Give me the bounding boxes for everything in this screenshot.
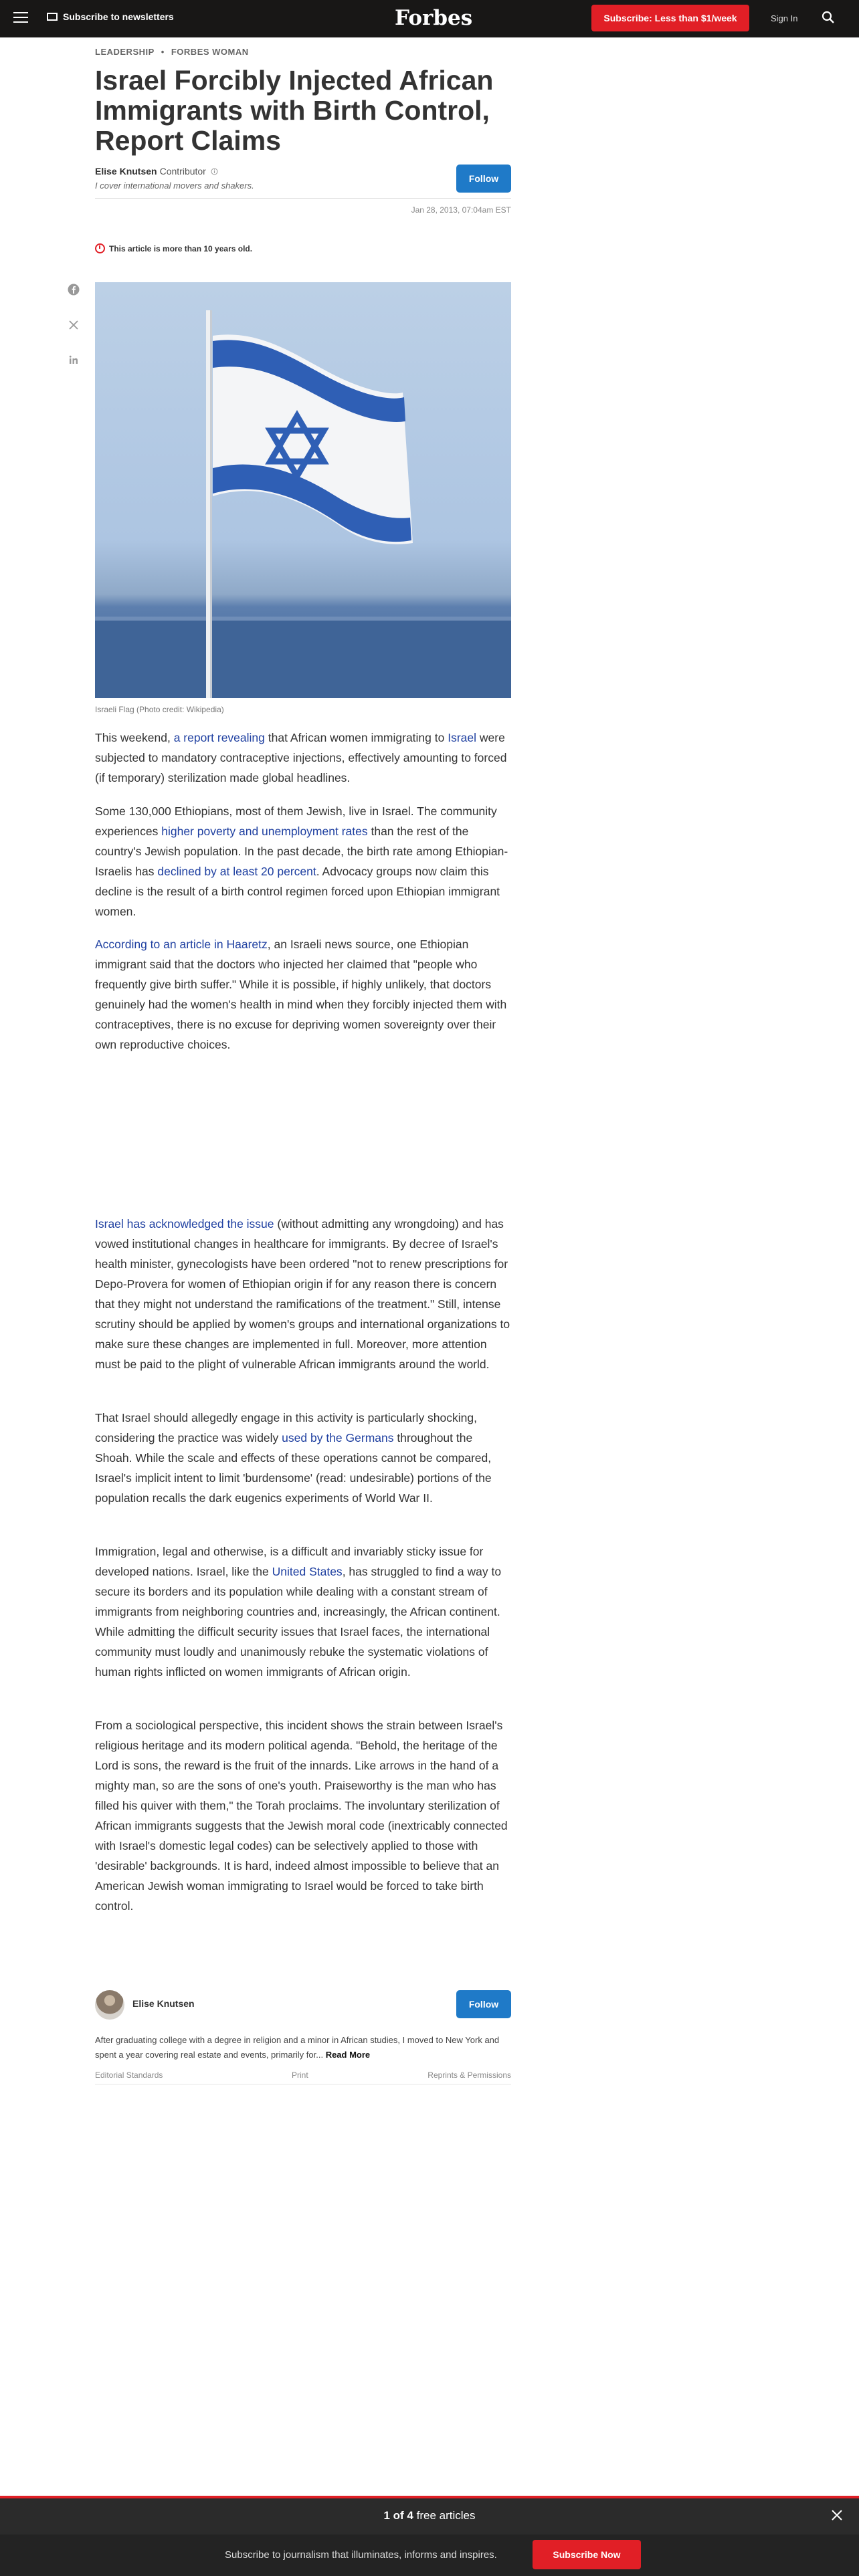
promo-text: Subscribe to journalism that illuminates, informs and inspires. bbox=[225, 2549, 497, 2561]
text-run: Immigration, legal and otherwise, is a difficult and invariably sticky issue for developed nations. Israel, like the bbox=[95, 1545, 484, 1578]
israeli-flag-illustration bbox=[95, 282, 511, 698]
body-paragraph bbox=[95, 1541, 511, 1682]
close-icon[interactable] bbox=[830, 2508, 844, 2523]
text-run: Some 130,000 Ethiopians, most of them Jewish, live in Israel. The community experiences bbox=[95, 804, 497, 838]
author-tagline: I cover international movers and shakers. bbox=[95, 181, 254, 191]
sign-in-link[interactable]: Sign In bbox=[771, 13, 798, 23]
follow-button[interactable]: Follow bbox=[456, 165, 511, 193]
meter-suffix: free articles bbox=[416, 2509, 476, 2522]
subscribe-promo-bar bbox=[0, 2535, 859, 2576]
text-run: That Israel should allegedly engage in this activity is particularly shocking, considering the practice was widely bbox=[95, 1411, 477, 1444]
envelope-icon bbox=[47, 13, 58, 21]
inline-link[interactable]: a report revealing bbox=[173, 731, 265, 744]
inline-link[interactable]: used by the Germans bbox=[282, 1431, 394, 1444]
meter-text bbox=[0, 2509, 859, 2523]
article-hero-image bbox=[95, 282, 511, 698]
body-paragraph bbox=[95, 1715, 511, 1916]
separator-dot: • bbox=[161, 47, 165, 57]
inline-link[interactable]: According to an article in Haaretz bbox=[95, 938, 268, 951]
top-nav bbox=[0, 0, 859, 37]
author-byline bbox=[95, 166, 218, 177]
author-avatar[interactable] bbox=[95, 1990, 124, 2020]
print-link[interactable]: Print bbox=[292, 2070, 308, 2080]
search-icon[interactable] bbox=[822, 11, 835, 24]
author-role: Contributor bbox=[159, 166, 206, 177]
inline-link[interactable]: United States bbox=[272, 1565, 343, 1578]
text-run: (without admitting any wrongdoing) and has vowed institutional changes in healthcare for immigrants. By decree of Israel's health minister, gynecologists have been ordered "not to renew prescriptions for Depo-Provera for women of Ethiopian origin if for any reason there is concern that they might not understand the ramifications of the treatment." Still, intense scrutiny should be applied by women's groups and international organizations to make sure these changes are implemented in full. Moreover, more attention must be paid to the plight of vulnerable African immigrants around the world. bbox=[95, 1217, 510, 1371]
body-paragraph bbox=[95, 728, 511, 788]
text-run: This weekend, bbox=[95, 731, 174, 744]
forbes-logo[interactable]: Forbes bbox=[395, 6, 473, 30]
inline-link[interactable]: higher poverty and unemployment rates bbox=[161, 825, 368, 838]
x-twitter-icon[interactable] bbox=[67, 320, 80, 330]
info-icon[interactable] bbox=[211, 168, 218, 175]
body-paragraph bbox=[95, 801, 511, 922]
body-paragraph bbox=[95, 1408, 511, 1508]
author-card-name[interactable]: Elise Knutsen bbox=[132, 1998, 195, 2009]
author-name-link[interactable]: Elise Knutsen bbox=[95, 166, 157, 177]
reprints-permissions-link[interactable]: Reprints & Permissions bbox=[427, 2070, 511, 2080]
old-article-notice bbox=[95, 243, 252, 253]
section-forbes-woman[interactable]: FORBES WOMAN bbox=[171, 47, 249, 57]
newsletter-label: Subscribe to newsletters bbox=[63, 11, 174, 22]
body-paragraph bbox=[95, 1214, 511, 1374]
author-bio bbox=[95, 2033, 511, 2062]
linkedin-icon[interactable] bbox=[67, 354, 80, 365]
clock-icon bbox=[95, 243, 105, 253]
image-caption: Israeli Flag (Photo credit: Wikipedia) bbox=[95, 705, 224, 714]
article-title: Israel Forcibly Injected African Immigrants with Birth Control, Report Claims bbox=[95, 65, 494, 156]
inline-link[interactable]: Israel bbox=[448, 731, 477, 744]
publish-date: Jan 28, 2013, 07:04am EST bbox=[411, 205, 511, 215]
menu-icon[interactable] bbox=[13, 12, 28, 24]
old-notice-text: This article is more than 10 years old. bbox=[109, 243, 253, 253]
subscribe-now-button[interactable]: Subscribe Now bbox=[533, 2540, 641, 2569]
divider bbox=[95, 198, 511, 199]
facebook-icon[interactable] bbox=[67, 284, 80, 296]
text-run: , an Israeli news source, one Ethiopian immigrant said that the doctors who injected her claimed that "people who frequently give birth suffer." While it is possible, if highly unlikely, that doctors genuinely had the women's health in mind when they forcibly injected them with contraceptives, there is no excuse for depriving women sovereignty over their own reproductive choices. bbox=[95, 938, 507, 1051]
section-breadcrumb bbox=[95, 47, 249, 57]
author-bio-text: After graduating college with a degree in religion and a minor in African studies, I moved to New York and spent a year covering real estate and events, primarily for... bbox=[95, 2035, 500, 2060]
section-leadership[interactable]: LEADERSHIP bbox=[95, 47, 155, 57]
text-run: , has struggled to find a way to secure its borders and its population while dealing with a constant stream of immigrants from neighboring countries and, increasingly, the African continent. While admitting the difficult security issues that Israel faces, the international community must loudly and unanimously rebuke the systematic violations of human rights inflicted on women immigrants of African origin. bbox=[95, 1565, 502, 1679]
text-run: . Advocacy groups now claim this decline is the result of a birth control regimen forced upon Ethiopian immigrant women. bbox=[95, 865, 500, 918]
text-run: that African women immigrating to bbox=[264, 731, 448, 744]
text-run: throughout the Shoah. While the scale and effects of these operations cannot be compared, Israel's implicit intent to limit 'burdensome' (read: undesirable) portions of the population recalls the dark eugenics experiments of World War II. bbox=[95, 1431, 492, 1505]
article-meter-bar bbox=[0, 2496, 859, 2535]
inline-link[interactable]: Israel has acknowledged the issue bbox=[95, 1217, 274, 1230]
body-paragraph bbox=[95, 934, 511, 1055]
author-card-follow-button[interactable]: Follow bbox=[456, 1990, 511, 2018]
text-run: than the rest of the country's Jewish population. In the past decade, the birth rate among Ethiopian-Israelis has bbox=[95, 825, 508, 878]
meter-count: 1 of 4 bbox=[383, 2509, 413, 2522]
text-run: were subjected to mandatory contraceptive injections, effectively amounting to forced (if temporary) sterilization made global headlines. bbox=[95, 731, 507, 784]
inline-link[interactable]: declined by at least 20 percent bbox=[157, 865, 316, 878]
editorial-standards-link[interactable]: Editorial Standards bbox=[95, 2070, 163, 2080]
text-run: From a sociological perspective, this incident shows the strain between Israel's religious heritage and its modern political agenda. "Behold, the heritage of the Lord is sons, the reward is the fruit of the innards. Like arrows in the hand of a mighty man, so are the sons of one's youth. Praiseworthy is the man who has filled his quiver with them," the Torah proclaims. The involuntary sterilization of African immigrants suggests that the Jewish moral code (inextricably connected with Israel's domestic legal codes) can be selectively applied to those with 'desirable' backgrounds. It is hard, indeed almost impossible to believe that an American Jewish woman immigrating to Israel would be forced to take birth control. bbox=[95, 1719, 508, 1913]
read-more-link[interactable]: Read More bbox=[325, 2050, 371, 2060]
newsletter-link[interactable] bbox=[47, 11, 174, 22]
subscribe-button[interactable]: Subscribe: Less than $1/week bbox=[591, 5, 749, 31]
